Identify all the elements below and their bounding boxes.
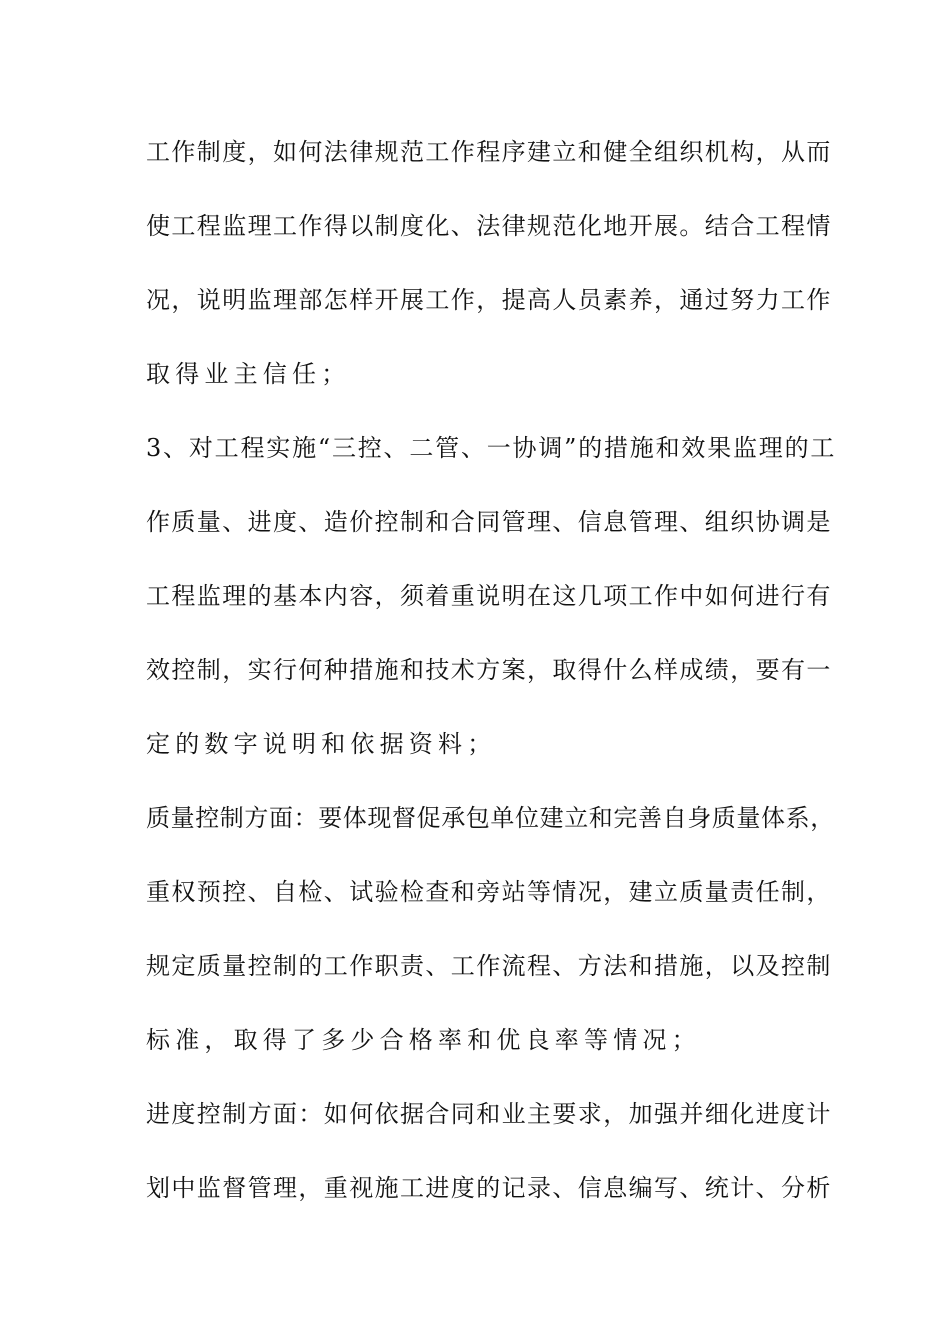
text-line: 取得业主信任； [146,360,351,388]
text-line: 使工程监理工作得以制度化、法律规范化地开展。结合工程情 [146,212,832,240]
text-line: 质量控制方面：要体现督促承包单位建立和完善自身质量体系， [146,804,835,832]
text-line: 作质量、进度、造价控制和合同管理、信息管理、组织协调是 [146,508,832,536]
text-line: 3、对工程实施“三控、二管、一协调”的措施和效果监理的工 [146,434,837,462]
text-line: 进度控制方面：如何依据合同和业主要求，加强并细化进度计 [146,1100,832,1128]
text-line: 工作制度，如何法律规范工作程序建立和健全组织机构，从而 [146,138,832,166]
text-line: 定的数字说明和依据资料； [146,730,497,758]
text-line: 况，说明监理部怎样开展工作，提高人员素养，通过努力工作 [146,286,832,314]
text-line: 工程监理的基本内容，须着重说明在这几项工作中如何进行有 [146,582,832,610]
text-line: 效控制，实行何种措施和技术方案，取得什么样成绩，要有一 [146,656,832,684]
text-line: 标准，取得了多少合格率和优良率等情况； [146,1026,701,1054]
text-line: 规定质量控制的工作职责、工作流程、方法和措施，以及控制 [146,952,832,980]
text-line: 重权预控、自检、试验检查和旁站等情况，建立质量责任制， [146,878,832,906]
text-line: 划中监督管理，重视施工进度的记录、信息编写、统计、分析 [146,1174,832,1202]
